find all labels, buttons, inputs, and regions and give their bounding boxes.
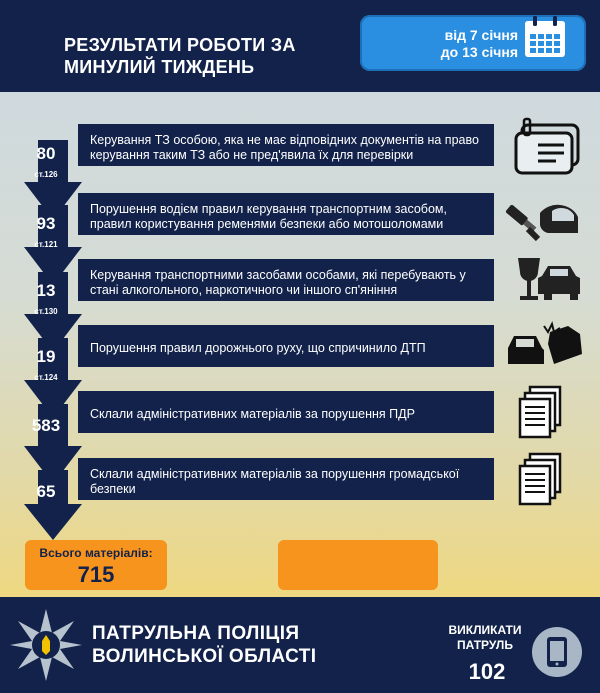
stat-row-1-description: Керування ТЗ особою, яка не має відповідних документів на право керування таким ТЗ або не пред'явила їх для перевірки <box>78 124 494 166</box>
call-line-1: ВИКЛИКАТИ <box>448 623 522 637</box>
total-value: 715 <box>77 562 115 587</box>
papers-icon <box>518 452 562 508</box>
page-title: РЕЗУЛЬТАТИ РОБОТИ ЗА МИНУЛИЙ ТИЖДЕНЬ <box>64 35 296 77</box>
drink-car-icon <box>512 254 582 304</box>
stat-row-6-count: 65 <box>36 482 56 501</box>
date-from: від 7 січня <box>444 27 518 43</box>
stat-row-3-count: 13 <box>36 281 56 300</box>
stat-row-3-description: Керування транспортними засобами особами, які перебувають у стані алкогольного, наркотичного чи іншого сп'яніння <box>78 259 494 301</box>
date-to: до 13 січня <box>440 44 518 60</box>
call-line-2: ПАТРУЛЬ <box>457 638 513 652</box>
papers-icon <box>518 385 562 441</box>
stat-row-2-count: 93 <box>36 214 56 233</box>
stat-row-4-article: ст.124 <box>34 373 58 382</box>
stat-row-5-description: Склали адміністративних матеріалів за порушення ПДР <box>78 391 494 433</box>
header <box>0 0 600 92</box>
stat-row-2-article: ст.121 <box>34 240 58 249</box>
stat-row-2-description: Порушення водієм правил керування транспортним засобом, правил користування ременями безпеки або мотошоломами <box>78 193 494 235</box>
call-number: 102 <box>468 659 506 684</box>
arrow-down-icon <box>24 470 82 540</box>
phone-badge <box>532 627 582 677</box>
total-materials-box <box>25 540 167 590</box>
org-name-line-1: ПАТРУЛЬНА ПОЛІЦІЯ <box>92 623 300 644</box>
stat-row-5-count: 583 <box>31 416 61 435</box>
stat-row-4-description: Порушення правил дорожнього руху, що спричинило ДТП <box>78 325 494 367</box>
documents-icon <box>512 115 582 175</box>
calendar-icon <box>522 14 568 60</box>
stat-row-4-count: 19 <box>36 347 56 366</box>
stat-row-6-description: Склали адміністративних матеріалів за порушення громадської безпеки <box>78 458 494 500</box>
total-label: Всього матеріалів: <box>39 546 153 560</box>
stat-row-1-article: ст.126 <box>34 170 58 179</box>
car-crash-icon <box>506 318 586 372</box>
empty-orange-box <box>278 540 438 590</box>
org-name-line-2: ВОЛИНСЬКОЇ ОБЛАСТІ <box>92 646 317 667</box>
footer <box>0 597 600 693</box>
stat-row-1-count: 80 <box>36 144 56 163</box>
phone-icon <box>546 636 568 668</box>
seatbelt-helmet-icon <box>500 185 580 245</box>
police-star-logo-icon <box>8 607 84 683</box>
stat-row-3-article: ст.130 <box>34 307 58 316</box>
